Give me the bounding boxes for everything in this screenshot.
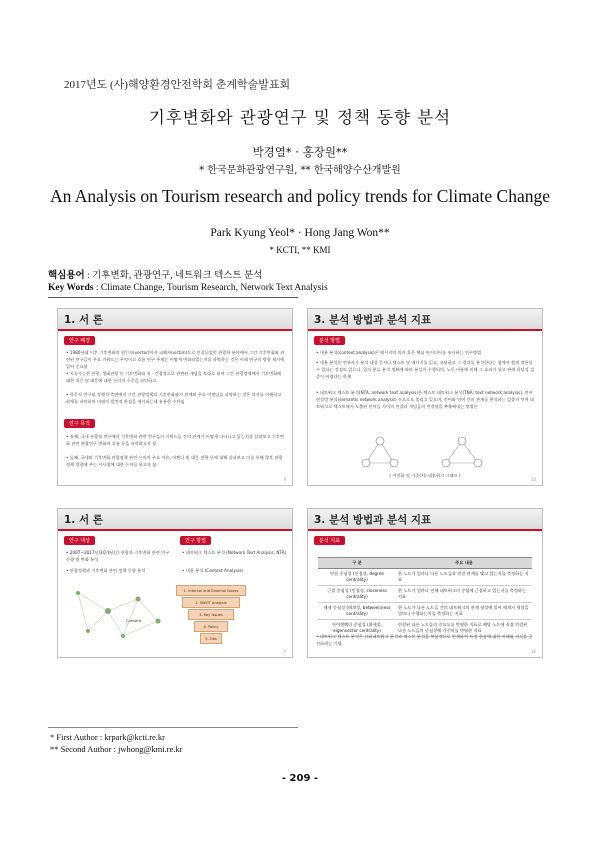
network-illustration xyxy=(68,581,168,647)
table-cell: 매개 중심성 (매개성, betweenness centrality) xyxy=(318,603,396,620)
slide-accent-line xyxy=(58,329,292,331)
table-cell: 아이겐벡터 중심성 (위세성, eigenvector centrality) xyxy=(318,620,396,637)
footnote-divider xyxy=(48,727,298,728)
bullet: • 둘째, 국내외 기후변화 관광정책 관련 논의의 주요 이슈, 어젠다 및 대응 전략 등에 대해 살펴보고 이를 통해 향후 관광정책 방향에 주는 시사점에 대한 논의를 하고자 함 xyxy=(66,455,283,467)
bullet: • 네트워크 텍스트 분석(NTA; network text analysis)은 텍스트 네트워크 분석(TNA; text network analysis), 언어 연결망 분석(semantic network analysis) 등으로도 불리고 있으며, 언어와 언어 간의 관계를 분석하는 일종의 언어 네트워크로 텍스트에서 도출된 언어들 사이의 연결과 개념들의 연결망을 추출해내는 방법론 xyxy=(316,390,534,409)
tag-research-method: 연구 방법 xyxy=(180,536,211,545)
slide-title: 1. 서 론 xyxy=(64,314,103,326)
bullet: • 관광정책과 기후변화 관련 정책 동향 분석 xyxy=(66,568,146,573)
tag-research-background: 연구 배경 xyxy=(64,336,95,345)
bullet: • 네트워크 텍스트 분석은 사회네트워크 분석과 텍스트 분석을 복합적으로 연계하여 특정 현상에 대한 이해와 지식을 증진하려는 기법 xyxy=(316,634,533,646)
authors-english: Park Kyung Yeol* · Hong Jang Won** xyxy=(210,227,390,239)
slide-header xyxy=(58,309,292,330)
title-english: An Analysis on Tourism research and policy trends for Climate Change xyxy=(49,186,550,206)
tag-research-target: 연구 대상 xyxy=(64,536,95,545)
slide-accent-line xyxy=(58,529,292,531)
bullet: • 내용 분석은 연구자가 분석 대상 문서나 텍스트 및 메시지를 읽고, 코딩하고 그 결과를 분석한다는 점에서 쉽게 적용할 수 있다는 장점도 있으나, 일의 분류 분석 정확에 따라 분석이 수행되며, 노동 비용에 비해 그 효과가 낮고 판력 타당성 검증이 어렵다는 한계 xyxy=(316,360,535,379)
table-row xyxy=(318,586,532,603)
tag-analysis-method: 분석 방법 xyxy=(314,336,345,345)
slide-page-number: 10 xyxy=(530,477,536,482)
process-step: 4. Policy xyxy=(194,621,228,632)
bullet: • 지속가능한 관광, 생태관광 등 기후변화와 직 · 간접적으로 관련된 개념을 토대로 하여 그간 관광정책에서 기후변화에 대한 적응 및 대응에 대한 논의의 수준을 파악하고, xyxy=(66,371,282,383)
table-header: 구 분 xyxy=(318,558,396,569)
network-graph-diagram xyxy=(358,435,498,471)
process-step: 1. Internal and External Issues xyxy=(176,585,246,596)
bullet: • 첫째, 국내 관광학 연구에서 기후변화 관련 연구들의 키워드들 간의 관계가 어떻게 나타나고 있는지를 살펴보고 기후변화 관련 관광연구 변화의 흐름 등을 파악하고자 함 xyxy=(66,434,284,446)
table-header: 주요 내용 xyxy=(396,558,532,569)
title-korean: 기후변화와 관광연구 및 정책 동향 분석 xyxy=(148,108,452,127)
process-step: 2. SWOT Analysis xyxy=(182,597,240,608)
keywords-korean-text: : 기후변화, 관광연구, 네트워크 텍스트 분석 xyxy=(87,271,263,281)
tag-analysis-indicators: 분석 지표 xyxy=(314,536,345,545)
slide-title: 3. 분석 방법과 분석 지표 xyxy=(314,514,432,526)
slide-title: 1. 서 론 xyxy=(64,514,103,526)
slide-page-number: 5 xyxy=(283,649,286,654)
slide-page-number: 16 xyxy=(530,649,536,654)
table-cell: 연결 중심성 (인접성, degree centrality) xyxy=(318,569,396,586)
slide-accent-line xyxy=(308,329,542,331)
keywords-english-text: : Climate Change, Tourism Research, Network Text Analysis xyxy=(95,283,328,293)
slide-research-scope xyxy=(57,508,293,658)
content-label: Content xyxy=(126,618,142,623)
slide-title: 3. 분석 방법과 분석 지표 xyxy=(314,314,432,326)
page-number: - 209 - xyxy=(281,773,319,784)
authors-korean: 박경열* · 홍장원** xyxy=(252,145,348,159)
table-cell: 연결된 다른 노드들의 중요도를 반영한 지표로 해당 노드에 직접 연결된 다른 노드들의 중심성에 가중치를 반영한 지표 xyxy=(396,620,532,637)
process-step: 5. Obs xyxy=(200,633,222,644)
process-step: 3. Key Issues xyxy=(188,609,234,620)
bullet: • 네트워크 텍스트 분석 (Network Text Analysis, NTA) xyxy=(182,550,287,555)
bullet: • 1980년대 이후 기후변화의 원인자(vector)이자 피해자(victim)으로 인식되었던 관광학 분야에서 그간 기후변화와 관련된 연구들이 주요 키워드는 무엇이고 흐름 연구 주제는 어떻게 변화되었는지를 파악하는 것은 이래 연구의 방향 제시에 있어 중요함 xyxy=(66,350,285,369)
keywords-korean xyxy=(48,267,262,281)
bullet: • 내용 분석 (Context Analysis) xyxy=(182,568,243,573)
slide-analysis-indicators xyxy=(307,508,543,658)
graph-caption: ( 이진화 및 가중(치) 네트워크 그래프 ) xyxy=(389,473,461,478)
slide-analysis-method xyxy=(307,308,543,486)
slide-header xyxy=(58,509,292,530)
tag-research-purpose: 연구 목적 xyxy=(64,419,95,428)
slide-page-number: 4 xyxy=(283,477,286,482)
table-row xyxy=(318,569,532,586)
keywords-english-label: Key Words xyxy=(48,283,94,293)
bullet: • 2007~2017년(10개년)간 관광과 기후변화 관련 연구 동향 및 변화 분석 xyxy=(66,550,170,562)
table-row xyxy=(318,603,532,620)
slide-header xyxy=(308,309,542,330)
slide-accent-line xyxy=(308,529,542,531)
indicator-table xyxy=(318,557,532,637)
conference-header: 2017년도 (사)해양환경안전학회 춘계학술발표회 xyxy=(64,79,291,91)
keywords-english xyxy=(48,283,328,293)
slide-introduction-background xyxy=(57,308,293,486)
keywords-korean-label: 핵심용어 xyxy=(48,271,85,281)
table-cell: 한 노드가 다른 노드들 간의 네트워크의 관계 형성에 있어 매개자 역할을 얼마나 수행하는지를 측정하는 지표 xyxy=(396,603,532,620)
footnote-first-author: * First Author : krpark@kcti.re.kr xyxy=(50,732,166,742)
affiliations-korean: * 한국문화관광연구원, ** 한국해양수산개발원 xyxy=(199,165,401,176)
footnote-second-author: ** Second Author : jwhong@kmi.re.kr xyxy=(50,744,183,754)
table-cell: 한 노드가 얼마나 전체 네트워크의 중심에 근접하고 있는지를 측정하는 지표 xyxy=(396,586,532,603)
table-cell: 근접 중심성 (인접성, closeness centrality) xyxy=(318,586,396,603)
slide-header xyxy=(308,509,542,530)
bullet: • 학문적 연구와 정책적 측면에서 그간 관광정책과 기후변화와의 관계와 주요 어젠다를 파악하는 것은 과거를 이해하고 현재를 파악하며 미래의 발전적 관점을 제시하는데 유용한 수단임 xyxy=(66,392,282,404)
table-cell: 한 노드가 얼마나 다른 노드들과 연결 관계를 맺고 있는지를 측정하는 지표 xyxy=(396,569,532,586)
keywords-divider xyxy=(48,297,298,298)
affiliations-english: * KCTI, ** KMI xyxy=(269,245,331,255)
bullet: • 내용 분석(context analysis)은 메시지의 의미 혹은 핵심 아이디어를 조사하는 연구방법 xyxy=(316,350,482,355)
